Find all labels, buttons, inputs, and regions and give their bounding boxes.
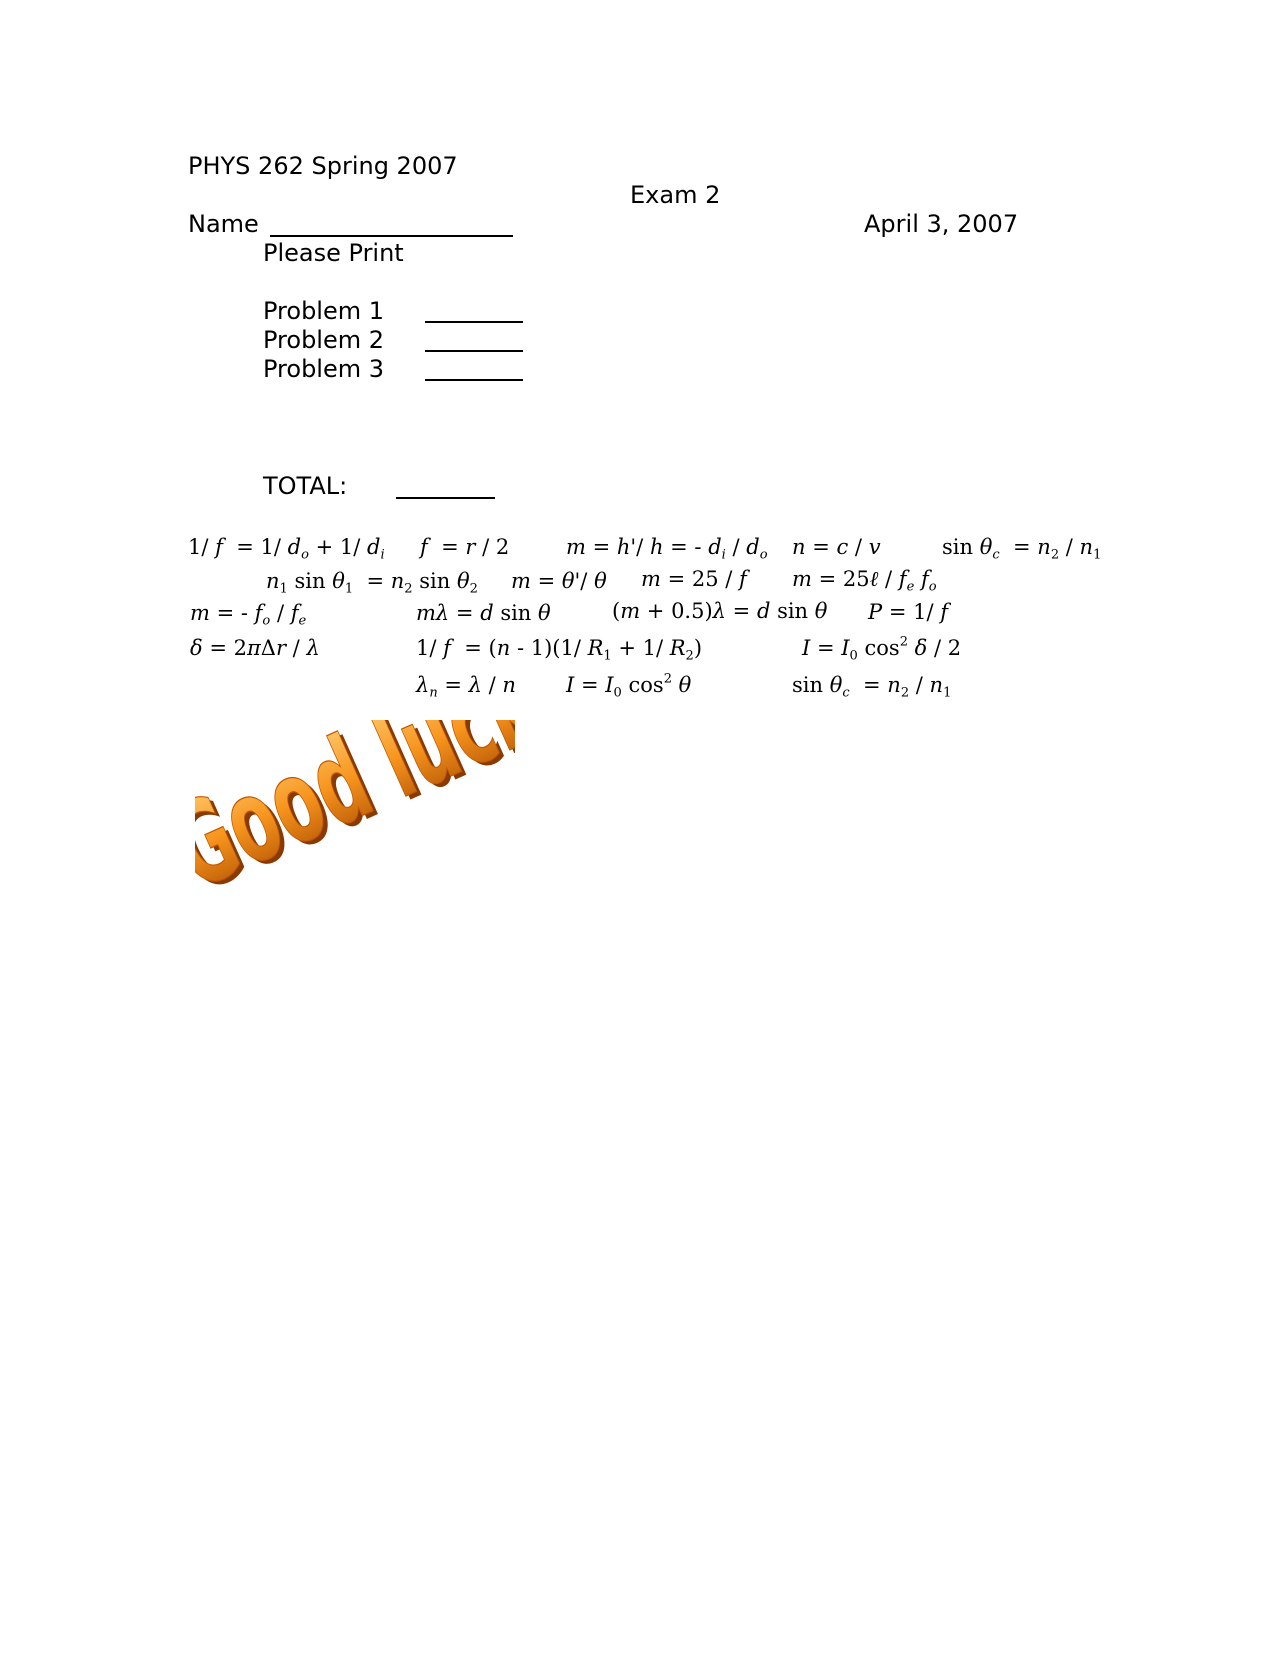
formula: m = θ'/ θ: [511, 569, 607, 593]
formula: $n_1$ $\sin \theta_1 = n_2$ $\sin \theta_2$: [266, 569, 478, 597]
formula: 1/ f = (n - 1)(1/ $R_1 + 1/$ $R_2$): [416, 636, 703, 664]
formula: $I = I_0$ $\cos^2 \theta$: [566, 671, 692, 701]
formula: $\lambda_n = \lambda / n$: [416, 673, 516, 701]
formula: $I = I_0$ $\cos^2 \delta / 2$: [802, 634, 962, 664]
formula: m = 25 / f: [641, 567, 747, 591]
course-title: PHYS 262 Spring 2007: [188, 152, 458, 180]
formula: P = 1/ f: [868, 600, 948, 624]
svg-text:Good luck: Good luck: [195, 720, 515, 910]
formula: δ = 2πΔr / λ: [190, 636, 320, 660]
problem-1-label: Problem 1: [263, 297, 385, 325]
good-luck-wordart: [195, 720, 515, 910]
formula: m = 25ℓ / $f_e$ $f_o$: [792, 567, 937, 595]
formula: n = c / v: [792, 535, 881, 559]
total-label: TOTAL:: [263, 472, 348, 500]
name-label: Name: [188, 210, 259, 238]
exam-title: Exam 2: [630, 181, 721, 209]
problem-2-score-blank[interactable]: [425, 350, 523, 352]
formula: m = - $f_o / f_e$: [190, 601, 307, 629]
formula: f = r / 2: [420, 535, 510, 559]
formula: 1/ f = 1/ $d_o + 1/$ $d_i$: [188, 535, 385, 563]
formula: m = h'/ h = - $d_i / d_o$: [566, 535, 768, 563]
problem-3-label: Problem 3: [263, 355, 385, 383]
problem-2-label: Problem 2: [263, 326, 385, 354]
formula: $\sin \theta_c = n_2 / n_1$: [792, 673, 952, 701]
formula: (m + 0.5)λ = d sin θ: [612, 599, 828, 623]
exam-date: April 3, 2007: [864, 210, 1019, 238]
formula: mλ = d sin θ: [416, 601, 551, 625]
name-blank[interactable]: [270, 235, 513, 237]
problem-1-score-blank[interactable]: [425, 321, 523, 323]
svg-text:Good luck: Good luck: [195, 720, 515, 910]
problem-3-score-blank[interactable]: [425, 379, 523, 381]
total-score-blank[interactable]: [396, 497, 495, 499]
print-note: Please Print: [263, 239, 404, 267]
good-luck-graphic: [195, 720, 515, 910]
formula: $\sin \theta_c = n_2 / n_1$: [942, 535, 1102, 563]
